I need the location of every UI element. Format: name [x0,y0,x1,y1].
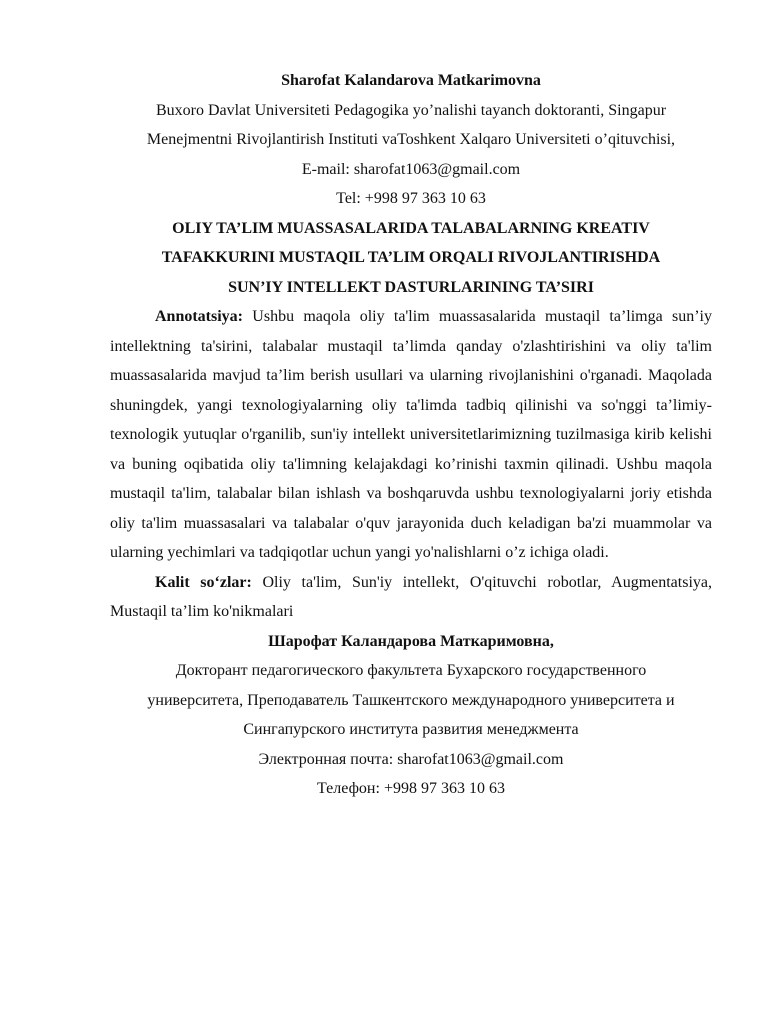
uz-author-block [110,66,712,214]
phone-line-ru: Телефон: +998 97 363 10 63 [317,780,505,797]
email-line-ru: Электронная почта: sharofat1063@gmail.com [258,750,564,768]
article-title [110,214,712,303]
author-name: Sharofat Kalandarova Matkarimovna [281,72,541,89]
ru-author-block [110,627,712,804]
affiliation-line: Buxoro Davlat Universiteti Pedagogika yo’nalishi tayanch doktoranti, Singapur [155,101,667,119]
email-line: E-mail: sharofat1063@gmail.com [301,160,521,178]
phone-line: Tel: +998 97 363 10 63 [336,190,486,207]
keywords-text: Oliy ta'lim, Sun'iy intellekt, O'qituvchi robotlar, Augmentatsiya, Mustaqil ta’lim ko'nikmalari [110,573,712,620]
title-line: SUN’IY INTELLEKT DASTURLARINING TA’SIRI [228,278,594,296]
affiliation-line-ru: Докторант педагогического факультета Бухарского государственного [175,662,647,679]
title-line: OLIY TA’LIM MUASSASALARIDA TALABALARNING KREATIV [172,219,650,237]
affiliation-line: Menejmentni Rivojlantirish Instituti vaToshkent Xalqaro Universiteti o’qituvchisi, [146,131,676,148]
abstract-label: Annotatsiya: [155,308,244,325]
affiliation-line-ru: университета, Преподаватель Ташкентского международного университета и [147,691,675,709]
keywords-paragraph [110,568,712,627]
abstract-paragraph [110,302,712,568]
title-line: TAFAKKURINI MUSTAQIL TA’LIM ORQALI RIVOJLANTIRISHDA [161,249,661,266]
abstract-text: Ushbu maqola oliy ta'lim muassasalarida mustaqil ta’limga sun’iy intellektning ta'sirini, talabalar mustaqil ta’limda qanday o'zlashtirishini va oliy ta'lim muassasalarida mavjud ta’lim berish usullari va ularning rivojlanishini o'rganadi. Maqolada shuningdek, yangi texnologiyalarning oliy ta'limda tadbiq qilinishi va so'nggi ta’limiy-texnologik yutuqlar o'rganilib, sun'iy intellekt universitetlarimizning tuzilmasiga kirib kelishi va buning oqibatida oliy ta'limning kelajakdagi ko’rinishi taxmin qilinadi. Ushbu maqola mustaqil ta'lim, talabalar bilan ishlash va boshqaruvda ushbu texnologiyalarni joriy etishda oliy ta'lim muassasalari va talabalar o'quv jarayonida duch keladigan ba'zi muammolar va ularning yechimlari va tadqiqotlar uchun yangi yo'nalishlarni o’z ichiga oladi. [110,308,713,561]
affiliation-line-ru: Сингапурского института развития менеджмента [243,721,579,738]
keywords-label: Kalit so‘zlar: [155,573,252,591]
author-name-ru: Шарофат Каландарова Маткаримовна, [268,632,554,650]
